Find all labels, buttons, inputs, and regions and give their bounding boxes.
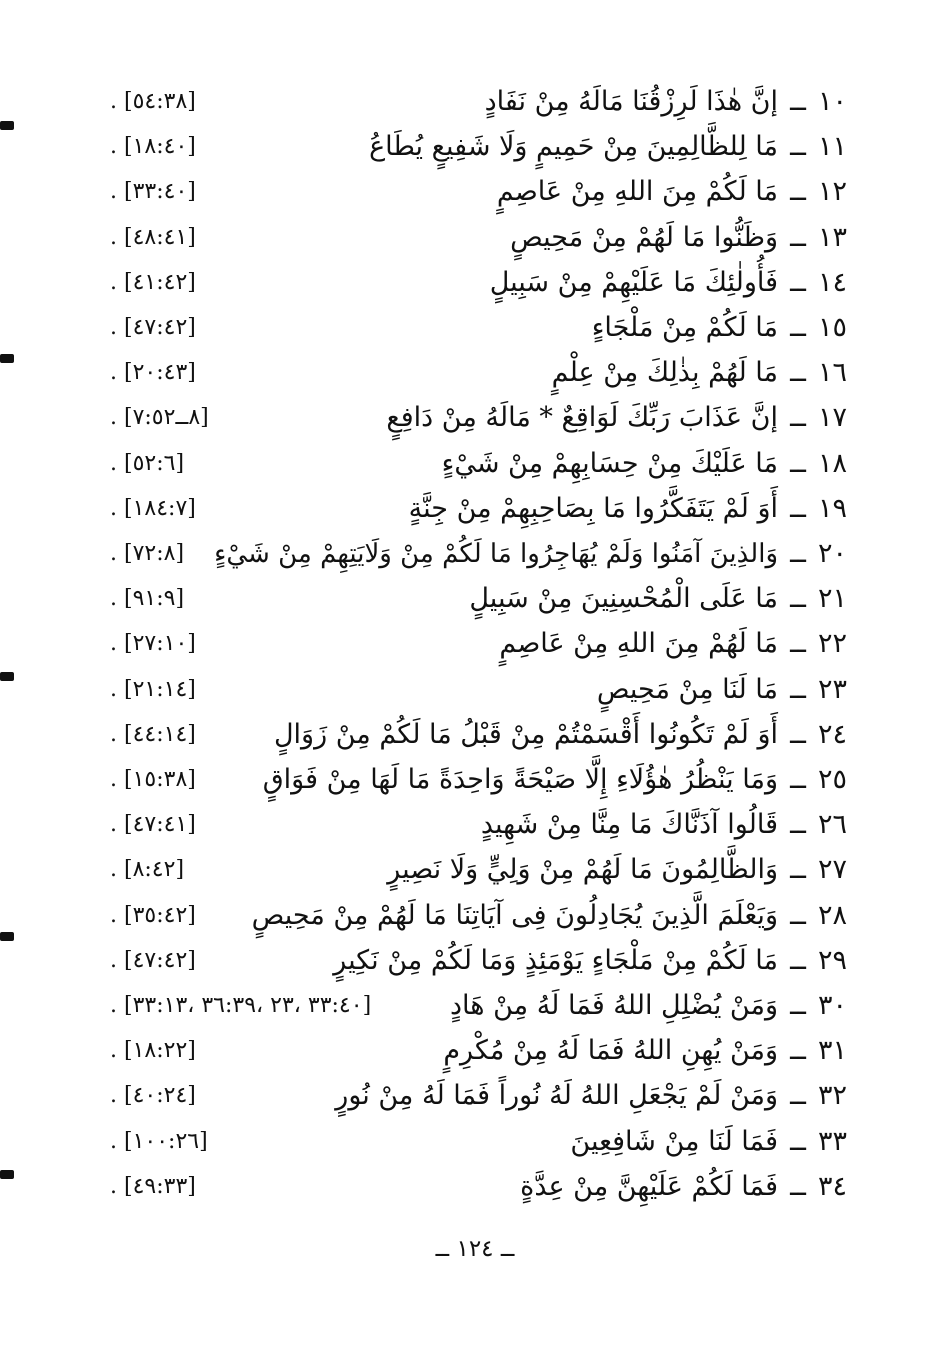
verse-number: ١٦: [818, 357, 848, 389]
verse-line: [110, 487, 850, 531]
scan-mark: [0, 1170, 14, 1179]
verse-dash: ــ: [790, 899, 806, 931]
verse-number: ٢٩: [818, 944, 848, 976]
verse-reference: . [٣٥:٤٢]: [110, 902, 196, 928]
verse-line: [110, 216, 850, 260]
verse-number: ٣٣: [818, 1125, 848, 1157]
verse-line: [110, 1029, 850, 1073]
verse-number: ١٣: [818, 221, 848, 253]
verse-reference: . [٤١:٤٢]: [110, 269, 196, 295]
verse-text: إنَّ هٰذَا لَرِزْقُنَا مَالَهُ مِنْ نَفَادٍ: [484, 86, 778, 117]
verse-dash: ــ: [790, 854, 806, 886]
verse-text: فَأُولٰئِكَ مَا عَلَيْهِمْ مِنْ سَبِيلٍ: [489, 266, 778, 298]
verse-text: فَمَا لَنَا مِنْ شَافِعِينَ: [570, 1125, 778, 1157]
verse-dash: ــ: [790, 312, 806, 343]
verse-number: ٢٨: [818, 899, 848, 931]
verse-number: ١٤: [818, 266, 848, 298]
verse-reference: . [٤٠:٢٤]: [110, 1083, 196, 1109]
verse-reference: . [١٠٠:٢٦]: [110, 1128, 208, 1154]
verse-text: إنَّ عَذَابَ رَبِّكَ لَوَاقِعٌ * مَالَهُ مِنْ دَافِعٍ: [386, 402, 778, 434]
verse-dash: ــ: [790, 402, 806, 434]
verse-number: ٣٠: [818, 990, 848, 1021]
verse-line: [110, 170, 850, 214]
scan-mark: [0, 672, 14, 681]
verse-dash: ــ: [790, 1080, 806, 1112]
verse-text: مَا لِلظَّالِمِينَ مِنْ حَمِيمٍ وَلَا شَفِيعٍ يُطَاعُ: [369, 131, 778, 163]
verse-dash: ــ: [790, 1035, 806, 1067]
verse-reference: . [١٨٤:٧]: [110, 495, 196, 521]
verse-text: مَا لَكُمْ مِنْ مَلْجَاءٍ يَوْمَئِذٍ وَمَا لَكُمْ مِنْ نَكِيرٍ: [333, 944, 778, 976]
verse-line: [110, 713, 850, 757]
verse-line: [110, 261, 850, 305]
verse-number: ١٧: [818, 402, 848, 434]
verse-number: ١٠: [818, 86, 848, 117]
verse-reference: . [١٨:٤٠]: [110, 134, 196, 160]
verse-reference: . [٤٧:٤١]: [110, 812, 196, 838]
verse-reference: . [٥٢:٦]: [110, 450, 185, 476]
verse-text: مَا عَلَى الْمُحْسِنِينَ مِنْ سَبِيلٍ: [469, 583, 778, 615]
verse-reference: . [٢٠:٤٣]: [110, 360, 196, 386]
verse-number: ٣١: [818, 1035, 848, 1067]
verse-line: [110, 894, 850, 938]
verse-number: ٢٥: [818, 764, 848, 795]
verse-dash: ــ: [790, 131, 806, 163]
verse-text: وَمَنْ يُهِنِ اللهُ فَمَا لَهُ مِنْ مُكْرِمٍ: [443, 1035, 778, 1067]
verse-dash: ــ: [790, 809, 806, 841]
verse-number: ١٥: [818, 312, 848, 343]
verse-reference: . [٤٩:٣٣]: [110, 1173, 196, 1199]
verse-number: ١١: [818, 131, 848, 163]
verse-line: [110, 306, 850, 350]
verse-text: وَيَعْلَمَ الَّذِينَ يُجَادِلُونَ فِى آيَاتِنَا مَا لَهُمْ مِنْ مَحِيصٍ: [251, 899, 778, 931]
verse-number: ١٨: [818, 447, 848, 479]
verse-line: [110, 1074, 850, 1118]
verse-line: [110, 803, 850, 847]
verse-text: وَمَنْ لَمْ يَجْعَلِ اللهُ لَهُ نُوراً فَمَا لَهُ مِنْ نُورٍ: [335, 1080, 778, 1112]
verse-number: ٢٢: [818, 628, 848, 660]
verse-text: أَوَ لَمْ يَتَفَكَّرُوا مَا بِصَاحِبِهِمْ مِنْ جِنَّةٍ: [408, 492, 778, 524]
verse-number: ٢٧: [818, 854, 848, 886]
verse-line: [110, 351, 850, 395]
verse-dash: ــ: [790, 944, 806, 976]
verse-dash: ــ: [790, 628, 806, 660]
verse-reference: . [٧٢:٨]: [110, 541, 185, 566]
verse-reference: . [٨:٤٢]: [110, 857, 185, 883]
verse-line: [110, 668, 850, 712]
verse-text: مَا لَهُمْ بِذٰلِكَ مِنْ عِلْمٍ: [551, 357, 778, 389]
verse-reference: . [٩١:٩]: [110, 586, 185, 612]
scan-mark: [0, 932, 14, 941]
scan-mark: [0, 354, 14, 363]
verse-dash: ــ: [790, 764, 806, 795]
verse-line: [110, 80, 850, 124]
verse-text: أَوَ لَمْ تَكُونُوا أَقْسَمْتُمْ مِنْ قَبْلُ مَا لَكُمْ مِنْ زَوَالٍ: [273, 718, 778, 750]
verse-line: [110, 1120, 850, 1164]
verse-line: [110, 622, 850, 666]
verse-reference: . [٤٧:٤٢]: [110, 315, 196, 340]
verse-reference: . [٨ــ٧:٥٢]: [110, 405, 209, 431]
verse-line: [110, 577, 850, 621]
verse-reference: . [٥٤:٣٨]: [110, 89, 196, 114]
verse-line: [110, 984, 850, 1028]
verse-number: ٢١: [818, 583, 848, 615]
verse-reference: . [٢١:١٤]: [110, 676, 196, 702]
verse-reference: . [٣٣:٤٠ ،٢٣ ،٣٦:٣٩ ،٣٣:١٣]: [110, 993, 372, 1018]
verse-text: مَا لَنَا مِنْ مَحِيصٍ: [596, 673, 778, 705]
verse-number: ٣٤: [818, 1170, 848, 1202]
verse-dash: ــ: [790, 176, 806, 208]
verse-text: مَا لَكُمْ مِنَ اللهِ مِنْ عَاصِمٍ: [496, 176, 778, 208]
verse-text: قَالُوا آذَنَّاكَ مَا مِنَّا مِنْ شَهِيدٍ: [480, 809, 778, 841]
verse-text: مَا لَكُمْ مِنْ مَلْجَاءٍ: [591, 312, 778, 343]
verse-dash: ــ: [790, 447, 806, 479]
verse-line: [110, 758, 850, 802]
verse-dash: ــ: [790, 718, 806, 750]
verse-number: ٢٠: [818, 538, 848, 569]
verse-dash: ــ: [790, 990, 806, 1021]
verse-line: [110, 1165, 850, 1209]
verse-dash: ــ: [790, 357, 806, 389]
verse-dash: ــ: [790, 221, 806, 253]
verse-dash: ــ: [790, 86, 806, 117]
verse-line: [110, 442, 850, 486]
verse-reference: . [٣٣:٤٠]: [110, 179, 196, 205]
verse-number: ٣٢: [818, 1080, 848, 1112]
verse-text: مَا عَلَيْكَ مِنْ حِسَابِهِمْ مِنْ شَيْءٍ: [441, 447, 778, 479]
verse-text: وَالظَّالِمُونَ مَا لَهُمْ مِنْ وَلِيٍّ وَلَا نَصِيرٍ: [387, 854, 778, 886]
verse-number: ١٩: [818, 492, 848, 524]
verse-text: مَا لَهُمْ مِنَ اللهِ مِنْ عَاصِمٍ: [499, 628, 778, 660]
verse-reference: . [٤٧:٤٢]: [110, 947, 196, 973]
verse-number: ٢٦: [818, 809, 848, 841]
verse-reference: . [٢٧:١٠]: [110, 631, 196, 657]
verse-reference: . [٤٤:١٤]: [110, 721, 196, 747]
scan-mark: [0, 121, 14, 130]
verse-number: ٢٤: [818, 718, 848, 750]
verse-dash: ــ: [790, 266, 806, 298]
page-number: ــ ١٢٤ ــ: [435, 1236, 515, 1262]
verse-line: [110, 396, 850, 440]
verse-text: وَمَا يَنْظُرُ هٰؤُلَاءِ إِلَّا صَيْحَةً وَاحِدَةً مَا لَهَا مِنْ فَوَاقٍ: [262, 764, 778, 795]
verse-number: ٢٣: [818, 673, 848, 705]
verse-line: [110, 848, 850, 892]
verse-line: [110, 125, 850, 169]
verse-dash: ــ: [790, 1125, 806, 1157]
verse-number: ١٢: [818, 176, 848, 208]
verse-text: فَمَا لَكُمْ عَلَيْهِنَّ مِنْ عِدَّةٍ: [520, 1170, 778, 1202]
verse-text: وَظَنُّوا مَا لَهُمْ مِنْ مَحِيصٍ: [510, 221, 778, 253]
verse-dash: ــ: [790, 492, 806, 524]
verse-line: [110, 939, 850, 983]
verse-line: [110, 532, 850, 576]
verse-text: وَمَنْ يُضْلِلِ اللهُ فَمَا لَهُ مِنْ هَادٍ: [450, 990, 778, 1021]
verse-reference: . [١٥:٣٨]: [110, 767, 196, 792]
verse-text: وَالذِينَ آمَنُوا وَلَمْ يُهَاجِرُوا مَا لَكُمْ مِنْ وَلَايَتِهِمْ مِنْ شَيْءٍ: [214, 539, 778, 569]
verse-dash: ــ: [790, 673, 806, 705]
verse-dash: ــ: [790, 538, 806, 569]
verse-reference: . [١٨:٢٢]: [110, 1038, 196, 1064]
verse-reference: . [٤٨:٤١]: [110, 224, 196, 250]
verse-dash: ــ: [790, 583, 806, 615]
verse-dash: ــ: [790, 1170, 806, 1202]
